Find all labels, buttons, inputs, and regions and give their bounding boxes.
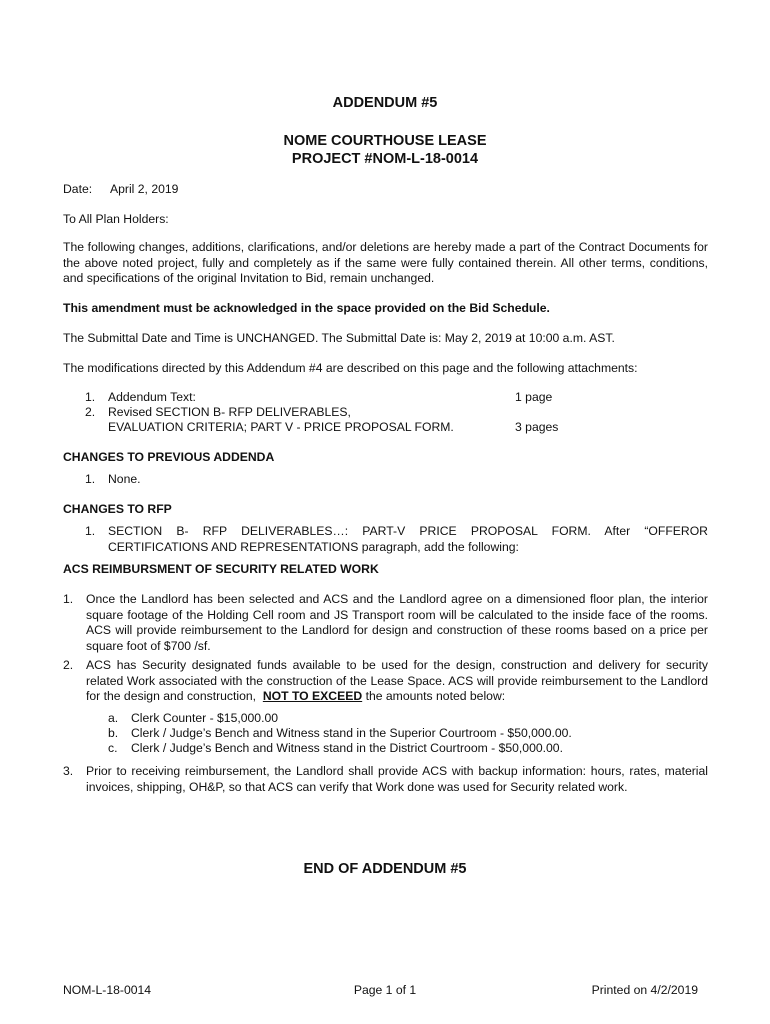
sub-item-text: Clerk Counter - $15,000.00 xyxy=(131,711,279,725)
acs-item-2-text-a: ACS has Security designated funds available to be used for the design, construction and delivery for security related Work associated with the construction of the Lease Space. ACS will provide reimbursement to the Landlord for the design and construction, xyxy=(86,658,708,703)
list-item-text: None. xyxy=(108,472,141,486)
rfp-item-text: SECTION B- RFP DELIVERABLES…: PART-V PRICE PROPOSAL FORM. After “OFFEROR CERTIFICATIONS AND REPRESENTATIONS paragraph, add the following: xyxy=(108,524,708,554)
footer-project-number: NOM-L-18-0014 xyxy=(63,983,152,997)
end-of-addendum-title: END OF ADDENDUM #5 xyxy=(303,861,467,877)
date-value: April 2, 2019 xyxy=(110,182,179,196)
attachment-text: Revised SECTION B- RFP DELIVERABLES, xyxy=(108,405,351,419)
footer-page-number: Page 1 of 1 xyxy=(353,983,417,997)
rfp-item-number: 1. xyxy=(85,524,96,538)
attachment-text: Addendum Text: xyxy=(108,390,196,404)
sub-item-letter: c. xyxy=(108,741,118,755)
date-label: Date: xyxy=(63,182,93,196)
attachment-pages: 1 page xyxy=(515,390,553,404)
salutation: To All Plan Holders: xyxy=(63,212,169,226)
acs-item-2-text-b: the amounts noted below: xyxy=(365,689,506,703)
modifications-intro: The modifications directed by this Addendum #4 are described on this page and the following attachments: xyxy=(63,361,638,375)
sub-item-text: Clerk / Judge’s Bench and Witness stand in the Superior Courtroom - $50,000.00. xyxy=(131,726,572,740)
acs-item-number: 1. xyxy=(63,592,74,606)
list-item-number: 1. xyxy=(85,472,96,486)
attachment-text-continued: EVALUATION CRITERIA; PART V - PRICE PROPOSAL FORM. xyxy=(108,420,454,434)
attachment-pages: 3 pages xyxy=(515,420,559,434)
acs-item-1-text: Once the Landlord has been selected and ACS and the Landlord agree on a dimensioned floor plan, the interior square footage of the Holding Cell room and JS Transport room will be calculated to the inside face of the rooms. ACS will provide reimbursement to the Landlord for design and construction of these rooms based on a price per square foot of $700 /sf. xyxy=(86,592,708,653)
submittal-note: The Submittal Date and Time is UNCHANGED. The Submittal Date is: May 2, 2019 at 10:00 a.m. AST. xyxy=(63,331,615,345)
acs-section-heading: ACS REIMBURSMENT OF SECURITY RELATED WORK xyxy=(63,562,379,576)
acs-item-3-text: Prior to receiving reimbursement, the Landlord shall provide ACS with backup information: hours, rates, material invoices, shipping, OH&P, so that ACS can verify that Work done was used for Security related work. xyxy=(86,764,708,794)
attachment-number: 2. xyxy=(85,405,96,419)
acs-item-number: 2. xyxy=(63,658,74,672)
project-name: NOME COURTHOUSE LEASE xyxy=(283,133,487,149)
changes-previous-heading: CHANGES TO PREVIOUS ADDENDA xyxy=(63,450,275,464)
acknowledgement-note: This amendment must be acknowledged in the space provided on the Bid Schedule. xyxy=(63,301,550,315)
project-number: PROJECT #NOM-L-18-0014 xyxy=(291,151,479,167)
not-to-exceed-emphasis: NOT TO EXCEED xyxy=(262,689,363,703)
attachment-number: 1. xyxy=(85,390,96,404)
acs-item-2-text xyxy=(86,658,708,705)
footer-printed-date: Printed on 4/2/2019 xyxy=(591,983,698,997)
intro-paragraph: The following changes, additions, clarifications, and/or deletions are hereby made a part of the Contract Documents for the above noted project, fully and completely as if the same were fully contained therein. All other terms, conditions, and specifications of the original Invitation to Bid, remain unchanged. xyxy=(63,240,708,285)
addendum-title: ADDENDUM #5 xyxy=(332,95,438,111)
acs-item-number: 3. xyxy=(63,764,74,778)
sub-item-letter: b. xyxy=(108,726,119,740)
sub-item-text: Clerk / Judge’s Bench and Witness stand in the District Courtroom - $50,000.00. xyxy=(131,741,563,755)
sub-item-letter: a. xyxy=(108,711,119,725)
changes-rfp-heading: CHANGES TO RFP xyxy=(63,502,172,516)
